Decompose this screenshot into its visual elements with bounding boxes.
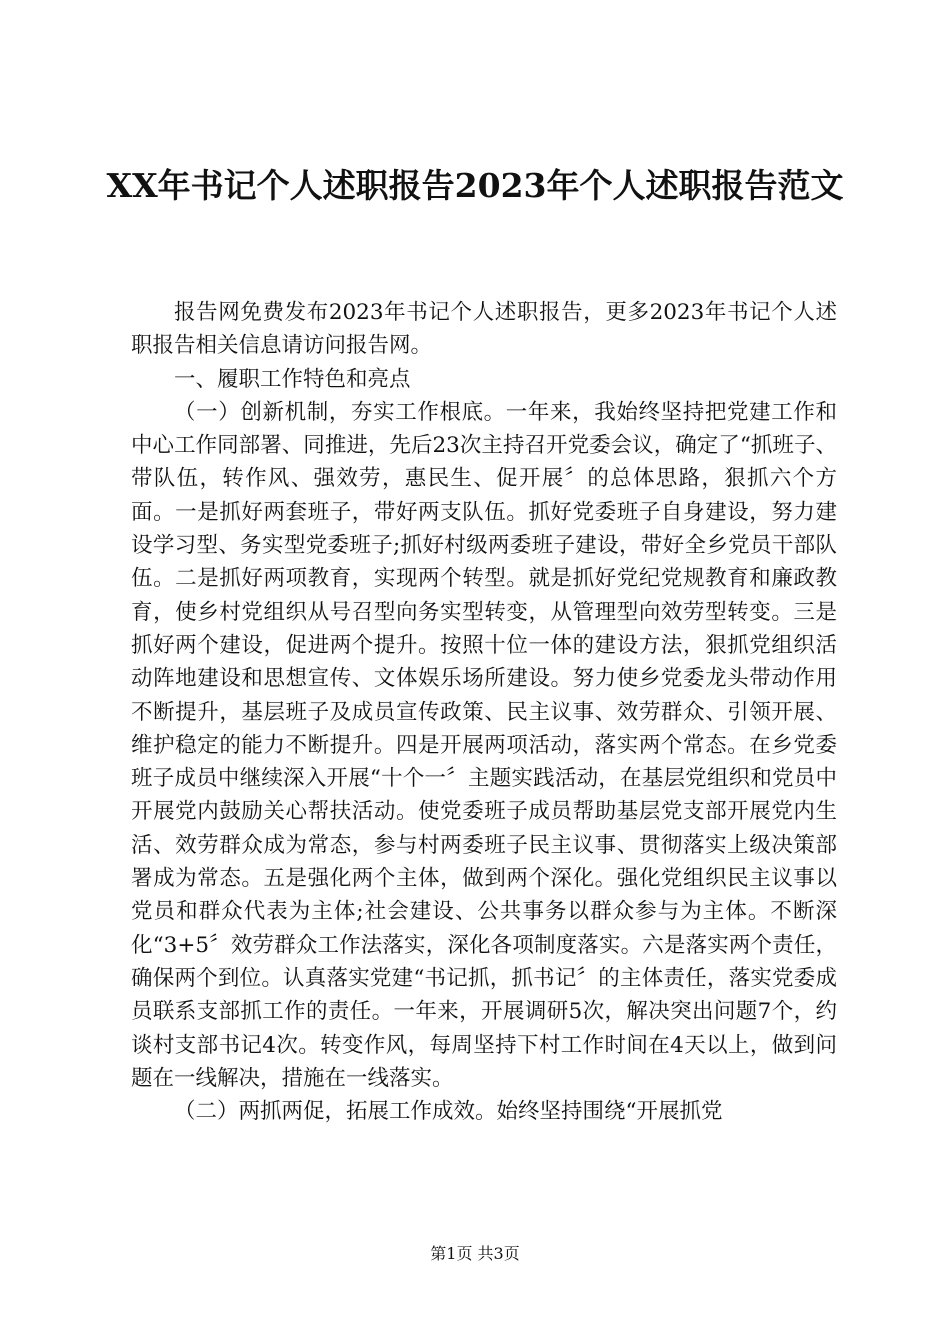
body-paragraph-2: （二）两抓两促，拓展工作成效。始终坚持围绕“开展抓党 xyxy=(174,1099,723,1125)
intro-paragraph: 报告网免费发布2023年书记个人述职报告，更多2023年书记个人述职报告相关信息请访问报告网。 xyxy=(131,300,837,359)
document-body xyxy=(131,296,837,1128)
document-title: XX年书记个人述职报告2023年个人述职报告范文 xyxy=(106,166,844,205)
section-heading: 一、履职工作特色和亮点 xyxy=(174,366,411,392)
page-footer: 第1页 共3页 xyxy=(430,1244,520,1263)
body-paragraph-1: （一）创新机制，夯实工作根底。一年来，我始终坚持把党建工作和中心工作同部署、同推进，先后23次主持召开党委会议，确定了“抓班子、带队伍，转作风、强效劳，惠民生、促开展〞的总体思路，狠抓六个方面。一是抓好两套班子，带好两支队伍。抓好党委班子自身建设，努力建设学习型、务实型党委班子;抓好村级两委班子建设，带好全乡党员干部队伍。二是抓好两项教育，实现两个转型。就是抓好党纪党规教育和廉政教育，使乡村党组织从号召型向务实型转变，从管理型向效劳型转变。三是抓好两个建设，促进两个提升。按照十位一体的建设方法，狠抓党组织活动阵地建设和思想宣传、文体娱乐场所建设。努力使乡党委龙头带动作用不断提升，基层班子及成员宣传政策、民主议事、效劳群众、引领开展、维护稳定的能力不断提升。四是开展两项活动，落实两个常态。在乡党委班子成员中继续深入开展“十个一〞主题实践活动，在基层党组织和党员中开展党内鼓励关心帮扶活动。使党委班子成员帮助基层党支部开展党内生活、效劳群众成为常态，参与村两委班子民主议事、贯彻落实上级决策部署成为常态。五是强化两个主体，做到两个深化。强化党组织民主议事以党员和群众代表为主体;社会建设、公共事务以群众参与为主体。不断深化“3+5〞效劳群众工作法落实，深化各项制度落实。六是落实两个责任，确保两个到位。认真落实党建“书记抓，抓书记〞的主体责任，落实党委成员联系支部抓工作的责任。一年来，开展调研5次，解决突出问题7个，约谈村支部书记4次。转变作风，每周坚持下村工作时间在4天以上，做到问题在一线解决，措施在一线落实。 xyxy=(131,399,837,1091)
